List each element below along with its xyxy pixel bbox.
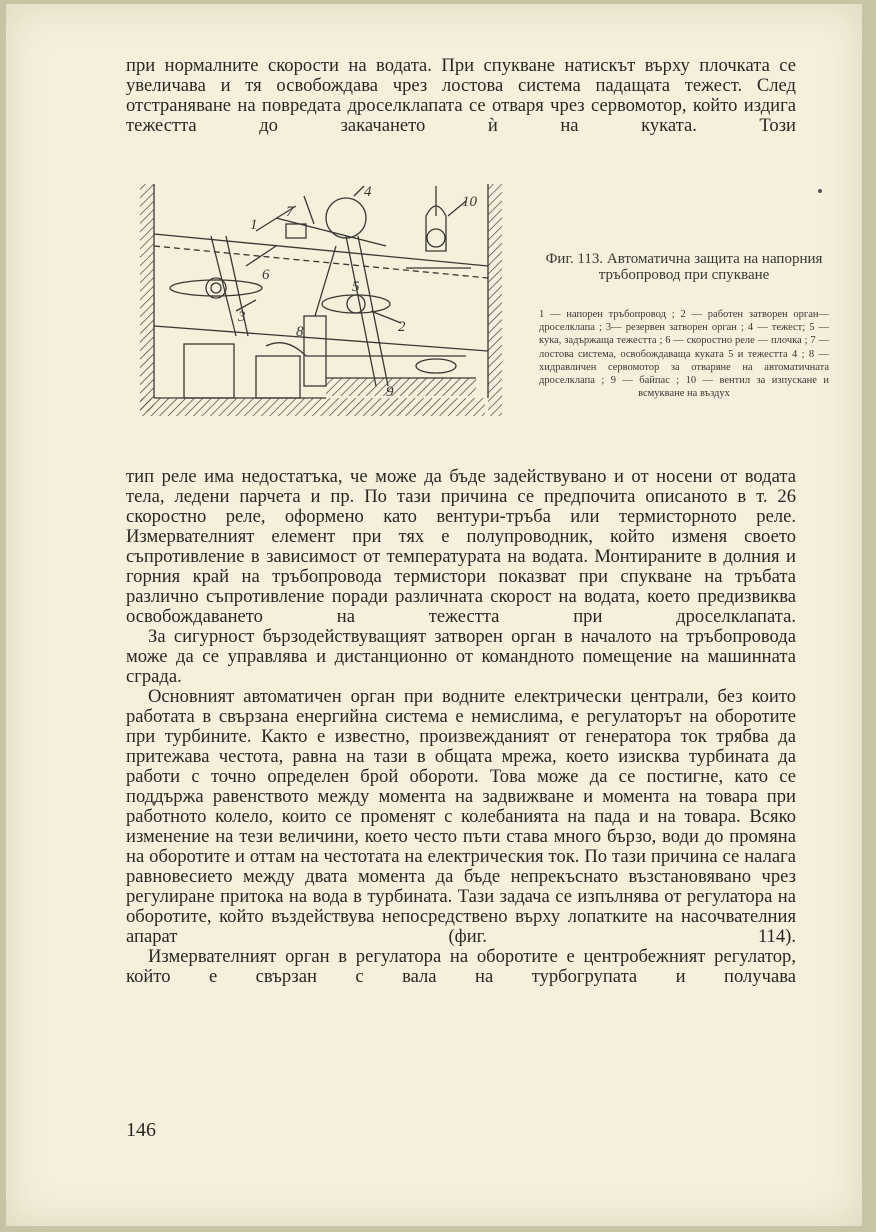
- page-number: 146: [126, 1119, 156, 1141]
- figure-label-9: 9: [386, 384, 394, 400]
- figure-caption-legend: 1 — напорен тръбопровод ; 2 — работен затворен орган—дроселклапа ; 3— резервен затворен орган ; 4 — тежест; 5 — кука, задържаща тежестта ; 6 — скоростно реле — плочка ; 7 — лостова система, освобождаваща куката 5 и тежестта 4 ; 8 — хидравличен сервомотор за отваряне на автоматичната дроселклапа ; 9 — байпас ; 10 — вентил за изпускане и всмукване на въздух: [539, 309, 829, 400]
- figure-caption-title: Фиг. 113. Автоматична защита на напорния тръбопровод при спукване: [545, 251, 823, 283]
- paragraph: тип реле има недостатъка, че може да бъде задействувано и от носени от водата тела, ледени парчета и пр. По тази причина се предпочита описаното в т. 26 скоростно реле, оформено като вентури-тръба или термисторното реле. Измервателният елемент при тях е полупроводник, който изменя своето съпротивление в зависимост от температурата на водата. Монтираните в долния и горния край на тръбопровода термистори показват при спукване на тръбата различно съпротивление поради различната скорост на водата, което предизвиква освобождаването на тежестта при дроселклапата.: [126, 466, 796, 627]
- figure-label-1: 1: [250, 217, 258, 233]
- book-page: [6, 4, 862, 1226]
- paragraph: Основният автоматичен орган при водните електрически централи, без които работата в свързана енергийна система е немислима, е регулаторът на оборотите при турбините. Както е известно, произвежданият от генератора ток трябва да притежава честота, равна на тази в общата мрежа, което изисква турбината да работи с точно определен брой обороти. Това може да се постигне, като се поддържа равенството между момента на задвижване и момента на товара при работното колело, които се променят с колебанията на пада и на товара. Всяко изменение на тези величини, което често пъти става много бързо, води до промяна на оборотите и оттам на честотата на електрическия ток. По тази причина се налага равновесието между двата момента да бъде непрекъснато възстановявано чрез регулиране притока на вода в турбината. Тази задача се изпълнява от регулатора на оборотите, който въздействува непосредствено върху лопатките на насочвателния апарат (фиг. 114).: [126, 686, 796, 947]
- top-paragraph: при нормалните скорости на водата. При спукване натискът върху плочката се увеличава и тя освобождава чрез лостова система падащата тежест. След отстраняване на повредата дроселклапата се отваря чрез сервомотор, който издига тежестта до закачането ѝ на куката. Този: [126, 55, 796, 136]
- figure-label-5: 5: [352, 279, 360, 295]
- figure-label-4: 4: [364, 184, 372, 200]
- paragraph: За сигурност бързодействуващият затворен орган в началото на тръбопровода може да се управлява и дистанционно от командното помещение на машинната сграда.: [126, 626, 796, 687]
- main-text-block: [126, 467, 796, 987]
- ink-speck: [818, 189, 822, 193]
- figure-label-8: 8: [296, 324, 304, 340]
- figure-label-10: 10: [462, 194, 477, 210]
- figure-label-2: 2: [398, 319, 406, 335]
- top-paragraph-block: [126, 56, 796, 136]
- paragraph: Измервателният орган в регулатора на оборотите е центробежният регулатор, който е свързан с вала на турбогрупата и получава: [126, 946, 796, 987]
- figure-label-7: 7: [286, 204, 294, 220]
- figure-113-drawing: [136, 176, 508, 428]
- figure-label-3: 3: [238, 309, 246, 325]
- figure-label-6: 6: [262, 267, 270, 283]
